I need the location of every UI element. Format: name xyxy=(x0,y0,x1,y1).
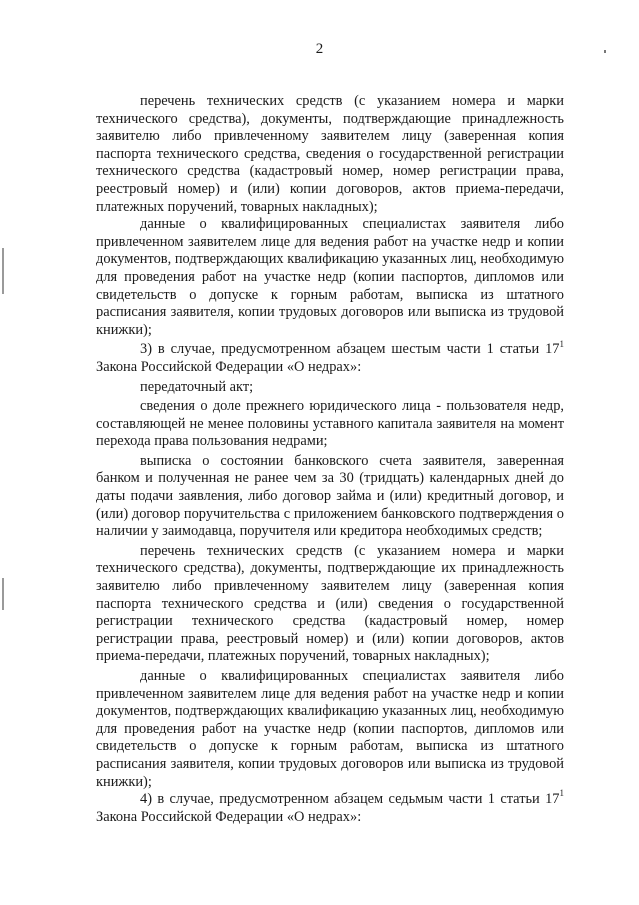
paragraph-transfer-act: передаточный акт; xyxy=(140,378,254,395)
clause-4-law: Закона Российской Федерации «О недрах»: xyxy=(96,808,362,825)
paragraph-technical-means: перечень технических средств (с указанием номера и марки технического средства), документы, подтверждающие принадлежность заявителю либо привлеченному заявителем лицу (заверенная копия паспорта технического средства, сведения о государственной регистрации технического средства (кадастровый номер, номер регистрации права, реестровый номер) и (или) копии договоров, актов приема-передачи, платежных поручений, товарных накладных); xyxy=(96,93,564,215)
clause-3-text: 3) в случае, предусмотренном абзацем шестым части 1 статьи 17 xyxy=(140,341,560,358)
paragraph-bank-statement: выписка о состоянии банковского счета заявителя, заверенная банком и полученная не ранее чем за 30 (тридцать) календарных дней до даты подачи заявления, либо договор займа и (или) кредитный договор, и (или) договор поручительства с приложением банковского подтверждения о наличии у заимодавца, поручителя или кредитора необходимых средств; xyxy=(96,452,564,540)
paragraph-technical-means: перечень технических средств (с указанием номера и марки технического средства), документы, подтверждающие их принадлежность заявителю либо привлеченному заявителем лицу (заверенная копия паспорта технического средства и (или) сведения о государственной регистрации технического средства (кадастровый номер, номер регистрации права, реестровый номер) и (или) копии договоров, актов приема-передачи, платежных поручений, товарных накладных); xyxy=(96,542,564,665)
paragraph-share-info: сведения о доле прежнего юридического лица - пользователя недр, составляющей не менее половины уставного капитала заявителя на момент перехода права пользования недрами; xyxy=(96,398,564,450)
paragraph-specialists: данные о квалифицированных специалистах заявителя либо привлеченном заявителем лице для ведения работ на участке недр и копии документов, подтверждающих квалификацию указанных лиц, необходимую для проведения работ на участке недр (копии паспортов, дипломов или свидетельств о допуске к горным работам, выписка из штатного расписания заявителя, копии трудовых договоров или выписка из трудовой книжки); xyxy=(96,216,564,338)
scan-artifact-left-edge xyxy=(2,248,4,294)
superscript: 1 xyxy=(559,338,564,349)
paragraph-specialists: данные о квалифицированных специалистах заявителя либо привлеченном заявителем лице для ведения работ на участке недр и копии документов, подтверждающих квалификацию указанных лиц, необходимую для проведения работ на участке недр (копии паспортов, дипломов или свидетельств о допуске к горным работам, выписка из штатного расписания заявителя, копии трудовых договоров или выписка из трудовой книжки); xyxy=(96,668,564,790)
clause-4-text: 4) в случае, предусмотренном абзацем седьмым части 1 статьи 17 xyxy=(140,791,560,808)
page-number: 2 xyxy=(315,41,324,57)
document-body xyxy=(96,93,564,826)
scan-artifact-dot xyxy=(604,50,606,53)
clause-3-law: Закона Российской Федерации «О недрах»: xyxy=(96,358,362,375)
clause-3 xyxy=(96,338,564,376)
clause-4 xyxy=(96,788,564,826)
scan-artifact-left-edge xyxy=(2,578,4,610)
superscript: 1 xyxy=(559,788,564,799)
